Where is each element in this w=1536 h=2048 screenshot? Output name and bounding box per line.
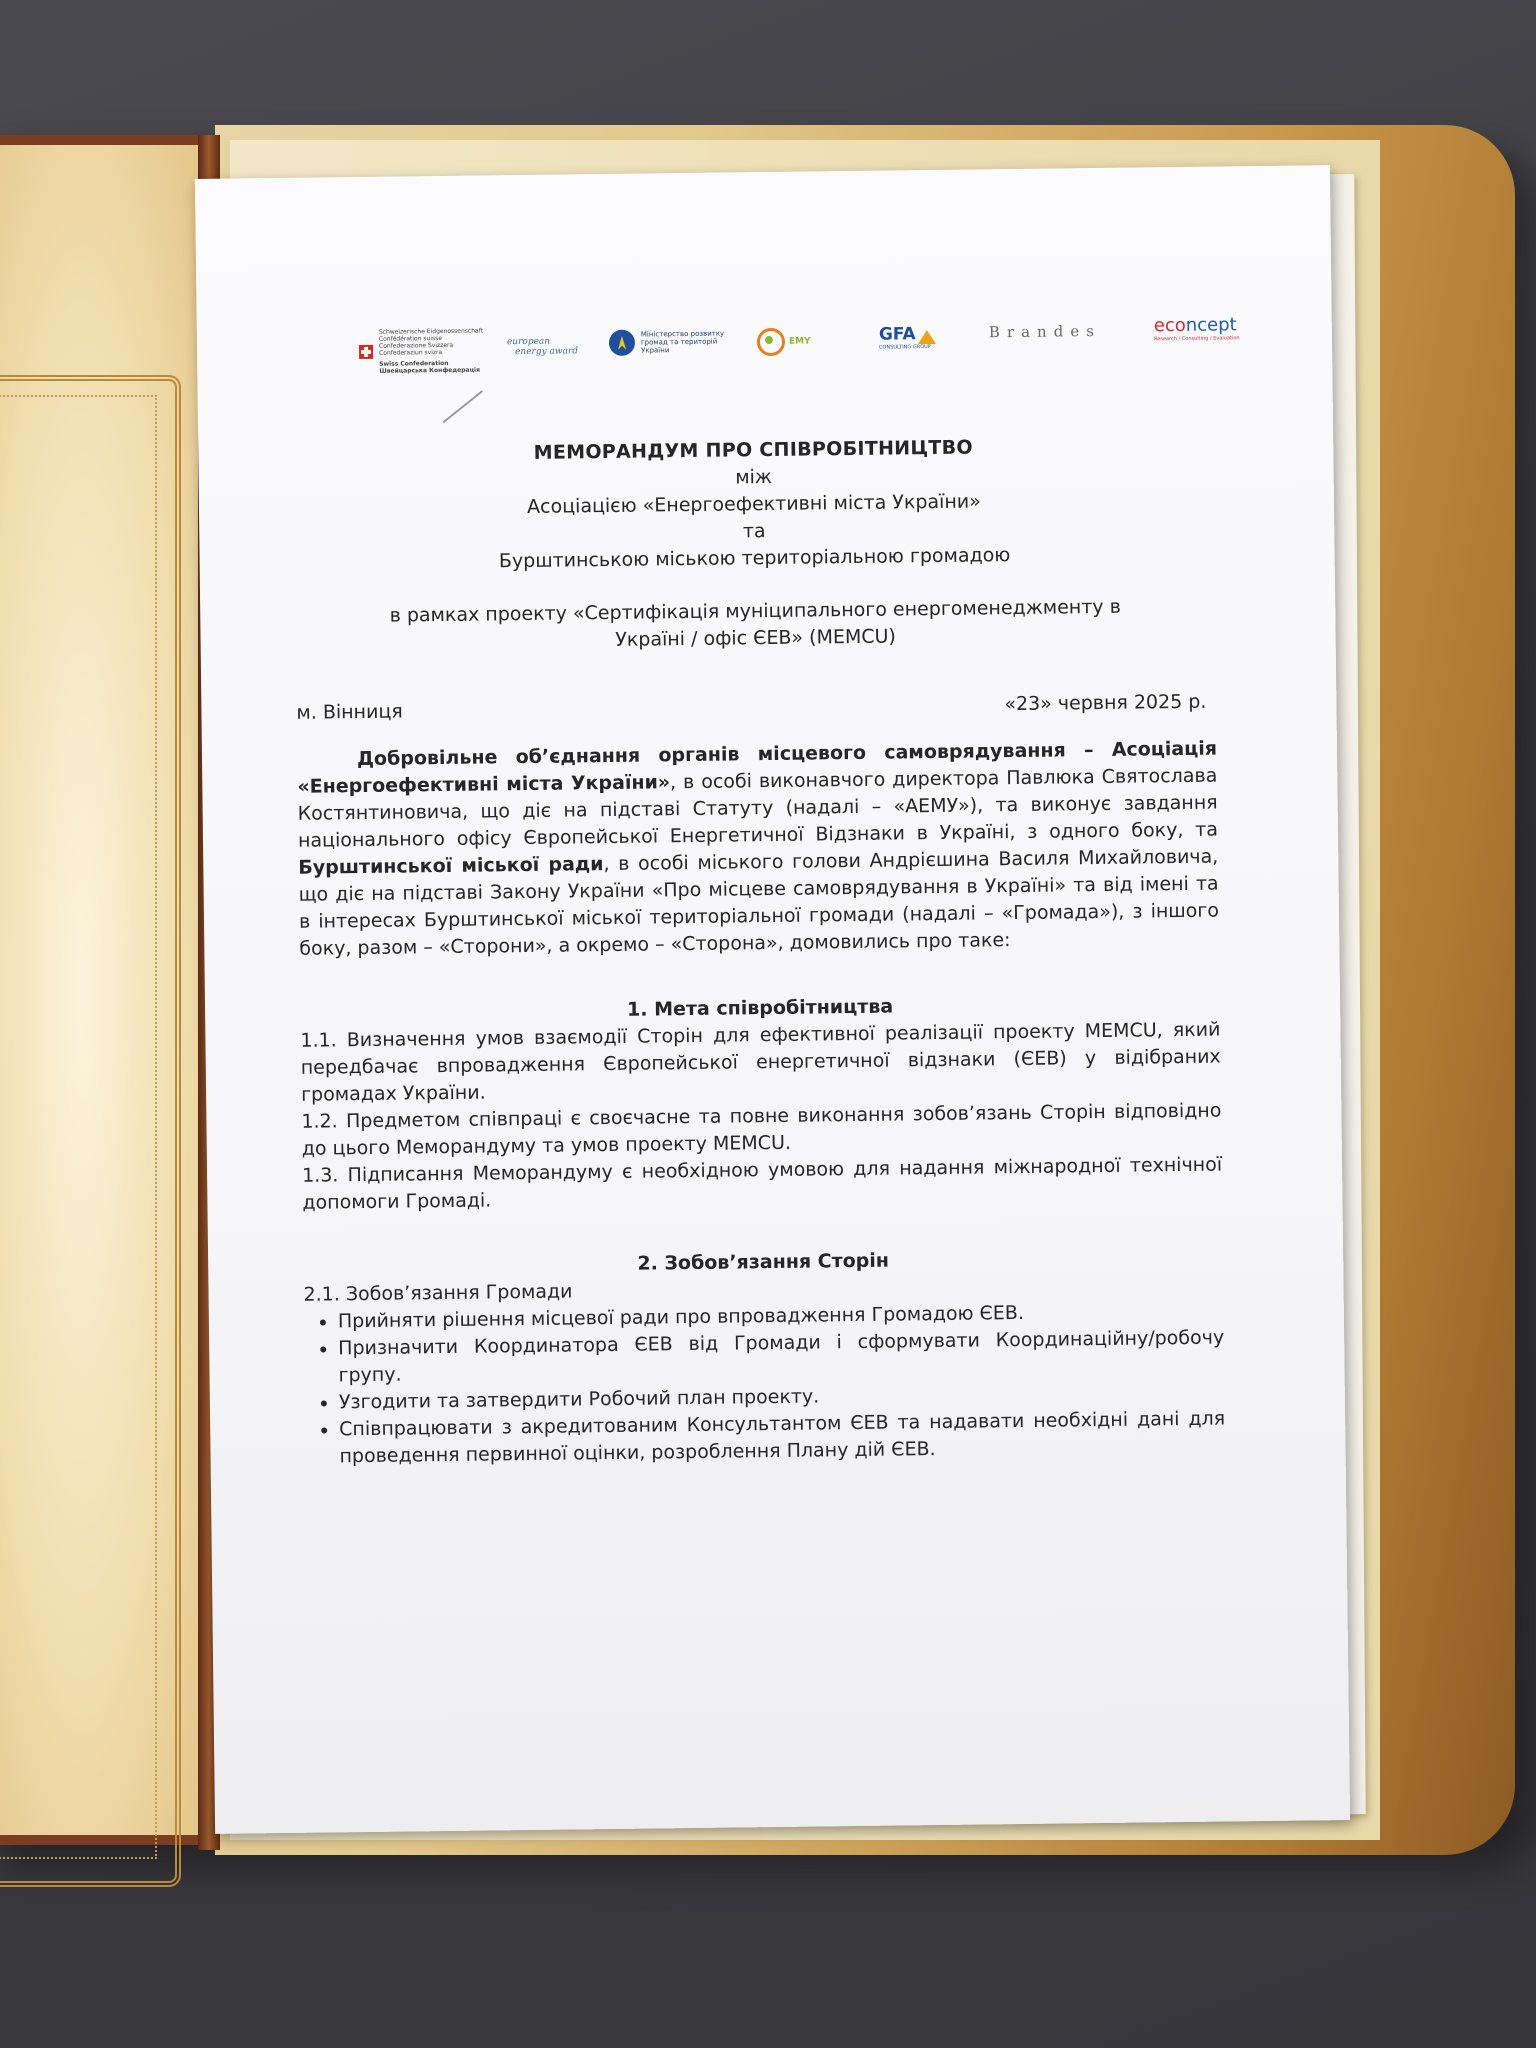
date: «23» червня 2025 р. [1004, 690, 1207, 716]
and-word: та [742, 520, 766, 543]
staple-mark [443, 390, 483, 423]
swiss-line: Confédération suisse [378, 334, 443, 343]
swiss-logo [359, 327, 484, 375]
clause: 1.2. Предметом співпраці є своєчасне та повне виконання зобов’язань Сторін відповідно до цього Меморандуму та умов проекту MEMCU. [301, 1099, 1222, 1160]
ministry-logo [609, 329, 725, 356]
brandes-text: Brandes [988, 321, 1101, 342]
eea-line: european [506, 336, 551, 348]
ministry-line: громад та територій [640, 337, 718, 347]
clause: 1.1. Визначення умов взаємодії Сторін для ефективної реалізації проекту MEMCU, який передбачає впровадження Європейської енергетичної відзнаки (ЄЕВ) у відібраних громадах України. [300, 1018, 1221, 1106]
swiss-line: Confederazione Svizzera [378, 341, 454, 350]
partner-logos [359, 314, 1260, 389]
preamble-bold: Добровільне об’єднання органів місцевого самоврядування – Асоціація «Енергоефективні міста України» [297, 737, 1218, 798]
swiss-line: Swiss Confederation [379, 359, 449, 368]
folder-ornamental-page [0, 145, 205, 1835]
brandes-logo [989, 322, 1101, 341]
section-heading: 1. Мета співробітництва [626, 995, 894, 1021]
swiss-line: Confederaziun svizra [379, 348, 443, 357]
place-date-row [296, 689, 1216, 727]
aemu-text: EMY [788, 336, 811, 347]
gfa-subtitle: CONSULTING GROUP [879, 344, 931, 351]
obligations-list [304, 1298, 1226, 1471]
list-item: • Призначити Координатора ЄЕВ від Громади і сформувати Координаційну/робочу групу. [338, 1325, 1225, 1390]
document-body [293, 432, 1225, 1471]
aemu-mark-icon [757, 328, 785, 356]
gfa-text: GFA [878, 324, 916, 345]
preamble-paragraph [297, 736, 1220, 963]
party-one: Асоціацією «Енергоефективні міста України» [526, 490, 981, 518]
project-line: в рамках проекту «Сертифікація муніципального енергоменеджменту в [389, 595, 1121, 627]
ministry-line: Міністерство розвитку [640, 329, 725, 339]
ukraine-emblem-icon [609, 330, 635, 356]
party-two: Бурштинською міською територіальною громадою [498, 544, 1011, 573]
swiss-line: Швейцарська Конфедерація [379, 366, 480, 375]
swiss-flag-icon [359, 345, 373, 359]
section-heading: 2. Зобов’язання Сторін [637, 1249, 890, 1275]
list-item: • Узгодити та затвердити Робочий план проекту. [339, 1379, 1225, 1417]
swiss-line: Schweizerische Eidgenossenschaft [378, 327, 484, 336]
econcept-logo [1154, 314, 1240, 342]
list-item: • Прийняти рішення місцевої ради про впровадження Громадою ЄЕВ. [338, 1298, 1224, 1336]
memorandum-sheet [195, 165, 1350, 1834]
gfa-triangle-icon [918, 330, 936, 344]
document-title: МЕМОРАНДУМ ПРО СПІВРОБІТНИЦТВО [533, 436, 973, 464]
clause: 1.3. Підписання Меморандуму є необхідною умовою для надання міжнародної технічної допомоги Громаді. [301, 1153, 1223, 1214]
gfa-logo [879, 324, 936, 351]
city: м. Вінниця [296, 700, 403, 724]
econcept-eco: eco [1153, 314, 1186, 337]
preamble-bold: Бурштинської міської ради [298, 853, 604, 879]
ornament-inner-border [0, 395, 157, 1859]
list-item: • Співпрацювати з акредитованим Консультантом ЄЕВ та надавати необхідні дані для проведення первинної оцінки, розроблення Плану дій ЄЕВ. [339, 1406, 1226, 1471]
eea-line: energy award [515, 346, 579, 358]
project-line: Україні / офіс ЄЕВ» (MEMCU) [615, 625, 897, 651]
preamble-text: , в особі міського голови Андрієшина Василя Михайловича, що діє на підставі Закону України «Про місцеве самоврядування в Україні» та від імені та в інтересах Бурштинської міської територіальної громади (надалі – «Громада»), з іншого боку, разом – «Сторони», а окремо – «Сторона», домовились про таке: [298, 845, 1220, 960]
clause: 2.1. Зобов’язання Громади [303, 1280, 573, 1306]
econcept-ncept: ncept [1185, 314, 1237, 336]
aemu-logo [757, 327, 811, 356]
ministry-line: України [641, 346, 670, 355]
econcept-subtitle: Research / Consulting / Evaluation [1153, 335, 1240, 343]
preamble-text: , в особі виконавчого директора Павлюка Святослава Костянтиновича, що діє на підставі Статуту (надалі – «АЕМУ»), та виконує завдання національного офісу Європейської Енергетичної Відзнаки в Україні, з одного боку, та [297, 764, 1219, 852]
between-word: між [735, 465, 773, 489]
eea-logo [507, 336, 578, 357]
